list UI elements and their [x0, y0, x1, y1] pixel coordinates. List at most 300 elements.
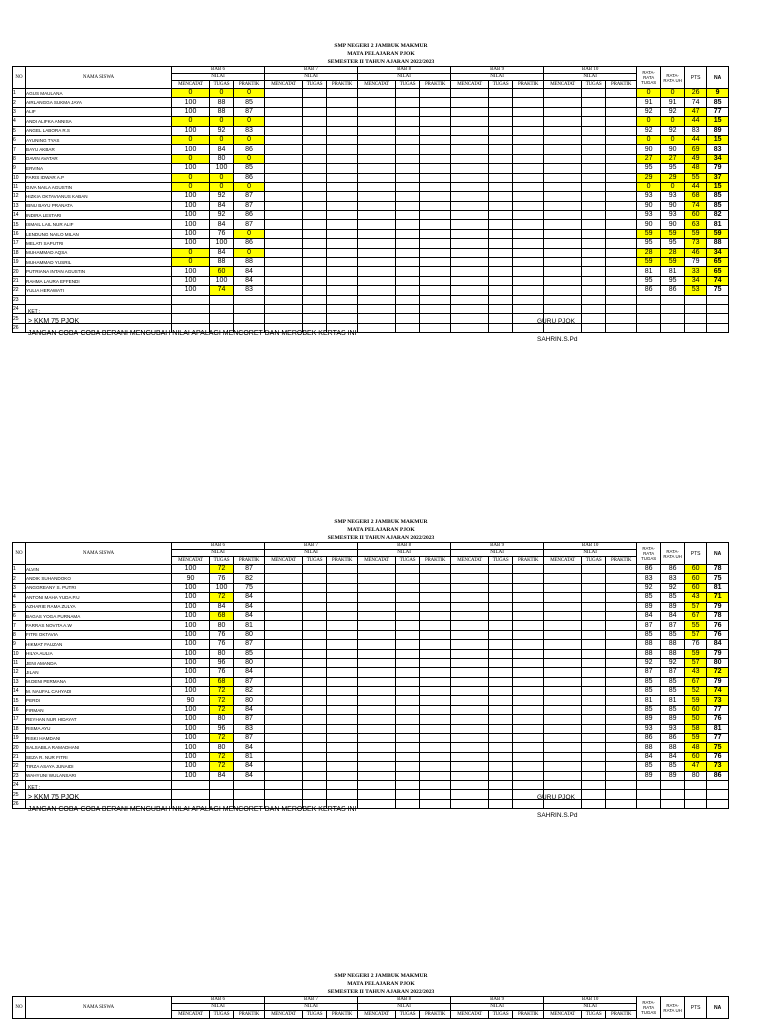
- empty-score-cell: [396, 583, 420, 592]
- empty-score-cell: [513, 574, 544, 583]
- empty-score-cell: [358, 98, 396, 107]
- empty-score-cell: [489, 154, 513, 163]
- score-pts: 80: [685, 771, 707, 780]
- empty-score-cell: [513, 705, 544, 714]
- score-praktik: 0: [234, 182, 265, 191]
- empty-score-cell: [451, 687, 489, 696]
- score-na: 65: [707, 258, 729, 267]
- score-pts: 55: [685, 173, 707, 182]
- empty-score-cell: [327, 173, 358, 182]
- empty-score-cell: [544, 239, 582, 248]
- empty-score-cell: [606, 89, 637, 98]
- empty-score-cell: [327, 286, 358, 295]
- empty-cell: [234, 790, 265, 799]
- empty-score-cell: [513, 677, 544, 686]
- empty-score-cell: [489, 126, 513, 135]
- row-number: 19: [13, 258, 26, 267]
- sub-header-praktik: PRAKTIK: [606, 81, 637, 89]
- student-name: PUTRIANA INTAN AGUSTIN: [26, 267, 172, 276]
- empty-row: [13, 295, 729, 304]
- empty-score-cell: [303, 621, 327, 630]
- sub-header-mencatat: MENCATAT: [265, 557, 303, 565]
- empty-score-cell: [606, 220, 637, 229]
- empty-score-cell: [420, 583, 451, 592]
- empty-cell: [707, 799, 729, 808]
- empty-score-cell: [606, 602, 637, 611]
- empty-cell: [451, 295, 489, 304]
- empty-cell: [582, 323, 606, 332]
- empty-cell: [489, 314, 513, 323]
- empty-score-cell: [265, 286, 303, 295]
- empty-cell: [489, 780, 513, 789]
- empty-score-cell: [582, 267, 606, 276]
- score-praktik: 87: [234, 677, 265, 686]
- empty-score-cell: [396, 248, 420, 257]
- empty-score-cell: [451, 649, 489, 658]
- empty-score-cell: [544, 182, 582, 191]
- score-rt: 84: [637, 752, 661, 761]
- empty-score-cell: [327, 229, 358, 238]
- empty-score-cell: [513, 752, 544, 761]
- sub-header-mencatat: MENCATAT: [451, 81, 489, 89]
- empty-score-cell: [396, 715, 420, 724]
- empty-score-cell: [582, 239, 606, 248]
- header-line: SEMESTER II TAHUN AJARAN 2022/2023: [327, 59, 435, 65]
- empty-score-cell: [396, 89, 420, 98]
- empty-score-cell: [265, 574, 303, 583]
- empty-score-cell: [420, 696, 451, 705]
- score-tugas: 92: [210, 126, 234, 135]
- teacher-label: GURU PJOK: [537, 318, 575, 325]
- score-tugas: 76: [210, 574, 234, 583]
- score-ruh: 84: [661, 752, 685, 761]
- student-name: WAHYUNI WULANSARI: [26, 771, 172, 780]
- score-pts: 59: [685, 734, 707, 743]
- empty-score-cell: [420, 630, 451, 639]
- score-praktik: 84: [234, 668, 265, 677]
- empty-score-cell: [544, 286, 582, 295]
- student-row: [13, 117, 729, 126]
- average-task-header: RATA-RATA TUGAS: [637, 67, 661, 89]
- empty-score-cell: [489, 621, 513, 630]
- empty-score-cell: [451, 752, 489, 761]
- empty-cell: [358, 790, 396, 799]
- empty-score-cell: [544, 602, 582, 611]
- score-ruh: 92: [661, 658, 685, 667]
- empty-score-cell: [265, 267, 303, 276]
- empty-score-cell: [303, 126, 327, 135]
- student-name: AZHARIE RAMA ZULYA: [26, 602, 172, 611]
- empty-cell: [420, 304, 451, 313]
- score-tugas: 80: [210, 649, 234, 658]
- empty-score-cell: [582, 258, 606, 267]
- average-exam-header: RATA-RATA UH: [661, 997, 685, 1019]
- empty-score-cell: [513, 239, 544, 248]
- score-rt: 83: [637, 574, 661, 583]
- empty-score-cell: [513, 649, 544, 658]
- empty-score-cell: [420, 715, 451, 724]
- empty-score-cell: [582, 182, 606, 191]
- empty-score-cell: [303, 611, 327, 620]
- score-ruh: 86: [661, 734, 685, 743]
- sub-header-praktik: PRAKTIK: [513, 1011, 544, 1019]
- score-praktik: 84: [234, 705, 265, 714]
- empty-cell: [327, 780, 358, 789]
- score-rt: 0: [637, 135, 661, 144]
- score-mencatat: 100: [172, 583, 210, 592]
- empty-score-cell: [544, 715, 582, 724]
- empty-score-cell: [489, 276, 513, 285]
- empty-score-cell: [358, 565, 396, 574]
- empty-score-cell: [489, 583, 513, 592]
- empty-score-cell: [606, 248, 637, 257]
- empty-score-cell: [489, 267, 513, 276]
- empty-cell: [396, 790, 420, 799]
- empty-cell: [513, 304, 544, 313]
- empty-score-cell: [513, 640, 544, 649]
- score-ruh: 86: [661, 286, 685, 295]
- score-mencatat: 100: [172, 640, 210, 649]
- score-na: 85: [707, 98, 729, 107]
- row-number: 23: [13, 771, 26, 780]
- empty-score-cell: [544, 724, 582, 733]
- score-na: 73: [707, 762, 729, 771]
- empty-score-cell: [265, 640, 303, 649]
- empty-cell: [489, 790, 513, 799]
- student-row: [13, 248, 729, 257]
- score-na: 59: [707, 229, 729, 238]
- score-na: 78: [707, 565, 729, 574]
- empty-score-cell: [489, 752, 513, 761]
- score-tugas: 72: [210, 734, 234, 743]
- row-number: 16: [13, 229, 26, 238]
- empty-score-cell: [420, 771, 451, 780]
- teacher-label: GURU PJOK: [537, 794, 575, 801]
- score-rt: 85: [637, 687, 661, 696]
- sub-header-mencatat: MENCATAT: [451, 557, 489, 565]
- row-number: 22: [13, 762, 26, 771]
- score-praktik: 87: [234, 734, 265, 743]
- row-number: 1: [13, 565, 26, 574]
- empty-score-cell: [420, 173, 451, 182]
- sub-header-tugas: TUGAS: [210, 557, 234, 565]
- student-row: [13, 135, 729, 144]
- score-ruh: 27: [661, 154, 685, 163]
- empty-score-cell: [303, 668, 327, 677]
- row-number: 7: [13, 145, 26, 154]
- score-tugas: 0: [210, 89, 234, 98]
- empty-score-cell: [513, 248, 544, 257]
- student-name: ANDI ALIFKA ANNISA: [26, 117, 172, 126]
- score-mencatat: 100: [172, 126, 210, 135]
- empty-cell: [420, 295, 451, 304]
- sub-header-mencatat: MENCATAT: [358, 557, 396, 565]
- empty-score-cell: [327, 705, 358, 714]
- empty-cell: [451, 323, 489, 332]
- student-name: GIVA NAILA AGUSTIN: [26, 182, 172, 191]
- score-mencatat: 100: [172, 276, 210, 285]
- empty-score-cell: [358, 640, 396, 649]
- score-tugas: 76: [210, 668, 234, 677]
- warning-note: JANGAN COBA-COBA BERANI MENGUBAH NILAI APALAGI MENCORET DAN MEROBEK KERTAS INI: [28, 330, 357, 337]
- score-rt: 59: [637, 258, 661, 267]
- student-row: [13, 611, 729, 620]
- empty-cell: [210, 295, 234, 304]
- empty-score-cell: [358, 611, 396, 620]
- student-name: FARRAS NOVITA A.W: [26, 621, 172, 630]
- score-praktik: 87: [234, 220, 265, 229]
- score-tugas: 84: [210, 771, 234, 780]
- score-rt: 90: [637, 145, 661, 154]
- score-na: 85: [707, 192, 729, 201]
- row-number: 14: [13, 687, 26, 696]
- score-na: 75: [707, 743, 729, 752]
- student-row: [13, 286, 729, 295]
- score-praktik: 84: [234, 267, 265, 276]
- empty-score-cell: [544, 126, 582, 135]
- score-praktik: 88: [234, 258, 265, 267]
- score-pts: 49: [685, 154, 707, 163]
- row-number: 6: [13, 135, 26, 144]
- empty-score-cell: [396, 98, 420, 107]
- score-ruh: 89: [661, 771, 685, 780]
- score-praktik: 87: [234, 201, 265, 210]
- empty-score-cell: [451, 145, 489, 154]
- score-praktik: 80: [234, 658, 265, 667]
- score-pts: 34: [685, 276, 707, 285]
- empty-score-cell: [489, 611, 513, 620]
- empty-score-cell: [358, 771, 396, 780]
- empty-score-cell: [327, 126, 358, 135]
- score-na: 75: [707, 286, 729, 295]
- empty-score-cell: [265, 173, 303, 182]
- empty-score-cell: [358, 752, 396, 761]
- score-tugas: 76: [210, 229, 234, 238]
- empty-cell: [661, 304, 685, 313]
- empty-score-cell: [582, 164, 606, 173]
- grade-table: [12, 542, 729, 809]
- score-na: 81: [707, 583, 729, 592]
- empty-score-cell: [544, 248, 582, 257]
- empty-cell: [685, 323, 707, 332]
- empty-score-cell: [265, 211, 303, 220]
- empty-score-cell: [489, 182, 513, 191]
- empty-score-cell: [582, 658, 606, 667]
- row-number: 2: [13, 574, 26, 583]
- empty-score-cell: [396, 734, 420, 743]
- empty-score-cell: [420, 705, 451, 714]
- empty-cell: [234, 780, 265, 789]
- score-na: 74: [707, 687, 729, 696]
- score-mencatat: 100: [172, 630, 210, 639]
- empty-cell: [513, 295, 544, 304]
- empty-cell: [358, 780, 396, 789]
- average-task-header: RATA-RATA TUGAS: [637, 543, 661, 565]
- empty-score-cell: [358, 583, 396, 592]
- empty-score-cell: [420, 229, 451, 238]
- empty-score-cell: [513, 126, 544, 135]
- grade-sheet-3: [12, 972, 720, 1019]
- score-pts: 55: [685, 621, 707, 630]
- chapter-header: BAB 8: [358, 67, 451, 74]
- empty-score-cell: [420, 267, 451, 276]
- empty-score-cell: [396, 602, 420, 611]
- sub-header-praktik: PRAKTIK: [420, 1011, 451, 1019]
- row-number: 8: [13, 154, 26, 163]
- empty-score-cell: [327, 135, 358, 144]
- empty-cell: [637, 295, 661, 304]
- empty-score-cell: [327, 574, 358, 583]
- empty-score-cell: [489, 173, 513, 182]
- empty-score-cell: [582, 715, 606, 724]
- empty-score-cell: [358, 762, 396, 771]
- empty-score-cell: [303, 583, 327, 592]
- empty-score-cell: [544, 98, 582, 107]
- empty-score-cell: [303, 145, 327, 154]
- empty-score-cell: [606, 640, 637, 649]
- empty-score-cell: [265, 687, 303, 696]
- empty-score-cell: [303, 98, 327, 107]
- empty-score-cell: [327, 621, 358, 630]
- empty-score-cell: [327, 593, 358, 602]
- empty-score-cell: [327, 715, 358, 724]
- student-row: [13, 173, 729, 182]
- score-pts: 44: [685, 135, 707, 144]
- score-mencatat: 0: [172, 117, 210, 126]
- student-name: FARIS IDWAR A.P: [26, 173, 172, 182]
- empty-score-cell: [327, 724, 358, 733]
- empty-score-cell: [582, 752, 606, 761]
- empty-score-cell: [451, 640, 489, 649]
- empty-score-cell: [396, 696, 420, 705]
- empty-score-cell: [303, 771, 327, 780]
- score-ruh: 85: [661, 687, 685, 696]
- score-tugas: 72: [210, 705, 234, 714]
- score-tugas: 92: [210, 211, 234, 220]
- score-praktik: 87: [234, 107, 265, 116]
- sub-header-tugas: TUGAS: [303, 557, 327, 565]
- score-rt: 93: [637, 192, 661, 201]
- score-ruh: 59: [661, 229, 685, 238]
- empty-score-cell: [489, 201, 513, 210]
- student-row: [13, 565, 729, 574]
- sub-header-tugas: TUGAS: [396, 1011, 420, 1019]
- student-name: YULIA HERAWATI: [26, 286, 172, 295]
- empty-cell: [358, 323, 396, 332]
- empty-score-cell: [606, 752, 637, 761]
- header-line: SEMESTER II TAHUN AJARAN 2022/2023: [327, 535, 435, 541]
- empty-score-cell: [513, 762, 544, 771]
- empty-score-cell: [582, 220, 606, 229]
- sub-header-praktik: PRAKTIK: [327, 81, 358, 89]
- empty-cell: [451, 780, 489, 789]
- score-mencatat: 0: [172, 135, 210, 144]
- student-row: [13, 164, 729, 173]
- empty-score-cell: [513, 107, 544, 116]
- student-name: REYHAN NUR HIDAYAT: [26, 715, 172, 724]
- empty-cell: [265, 790, 303, 799]
- empty-score-cell: [544, 565, 582, 574]
- empty-score-cell: [327, 276, 358, 285]
- sub-header-mencatat: MENCATAT: [265, 1011, 303, 1019]
- empty-score-cell: [265, 258, 303, 267]
- empty-cell: [489, 295, 513, 304]
- score-praktik: 81: [234, 752, 265, 761]
- score-rt: 95: [637, 239, 661, 248]
- empty-score-cell: [420, 239, 451, 248]
- empty-score-cell: [327, 145, 358, 154]
- empty-score-cell: [606, 154, 637, 163]
- student-name: JENI AMANDA: [26, 658, 172, 667]
- empty-score-cell: [303, 724, 327, 733]
- empty-score-cell: [265, 126, 303, 135]
- score-tugas: 72: [210, 762, 234, 771]
- score-ruh: 93: [661, 724, 685, 733]
- score-ruh: 88: [661, 640, 685, 649]
- empty-score-cell: [265, 117, 303, 126]
- empty-score-cell: [358, 724, 396, 733]
- score-tugas: 84: [210, 220, 234, 229]
- empty-cell: [420, 780, 451, 789]
- student-name: M. NAUFAL CAHYADI: [26, 687, 172, 696]
- score-mencatat: 90: [172, 696, 210, 705]
- score-praktik: 87: [234, 565, 265, 574]
- student-name: SEZA R. NUR FITRI: [26, 752, 172, 761]
- empty-score-cell: [606, 724, 637, 733]
- score-tugas: 84: [210, 248, 234, 257]
- student-name: AGUS MAULANA: [26, 89, 172, 98]
- empty-cell: [210, 314, 234, 323]
- empty-score-cell: [303, 705, 327, 714]
- empty-score-cell: [396, 211, 420, 220]
- sub-header-praktik: PRAKTIK: [234, 1011, 265, 1019]
- empty-score-cell: [451, 267, 489, 276]
- empty-score-cell: [606, 743, 637, 752]
- empty-score-cell: [544, 173, 582, 182]
- score-mencatat: 100: [172, 145, 210, 154]
- student-name: MUHAMMAD YUSRIL: [26, 258, 172, 267]
- score-tugas: 0: [210, 135, 234, 144]
- score-rt: 85: [637, 705, 661, 714]
- student-name: FIRMAN: [26, 705, 172, 714]
- empty-cell: [234, 314, 265, 323]
- empty-score-cell: [327, 117, 358, 126]
- empty-cell: [544, 304, 582, 313]
- empty-score-cell: [489, 574, 513, 583]
- empty-score-cell: [265, 201, 303, 210]
- empty-score-cell: [544, 574, 582, 583]
- empty-score-cell: [327, 602, 358, 611]
- score-na: 84: [707, 640, 729, 649]
- empty-cell: [451, 314, 489, 323]
- score-rt: 89: [637, 602, 661, 611]
- empty-score-cell: [582, 687, 606, 696]
- empty-cell: [303, 790, 327, 799]
- empty-score-cell: [582, 602, 606, 611]
- empty-score-cell: [327, 687, 358, 696]
- row-number: 5: [13, 602, 26, 611]
- empty-score-cell: [544, 229, 582, 238]
- sub-header-praktik: PRAKTIK: [327, 1011, 358, 1019]
- empty-cell: [685, 799, 707, 808]
- student-name: ANGGREANY S. PUTRI: [26, 583, 172, 592]
- empty-score-cell: [451, 565, 489, 574]
- empty-score-cell: [327, 611, 358, 620]
- score-na: 76: [707, 621, 729, 630]
- score-pts: 67: [685, 611, 707, 620]
- empty-score-cell: [396, 677, 420, 686]
- empty-score-cell: [303, 229, 327, 238]
